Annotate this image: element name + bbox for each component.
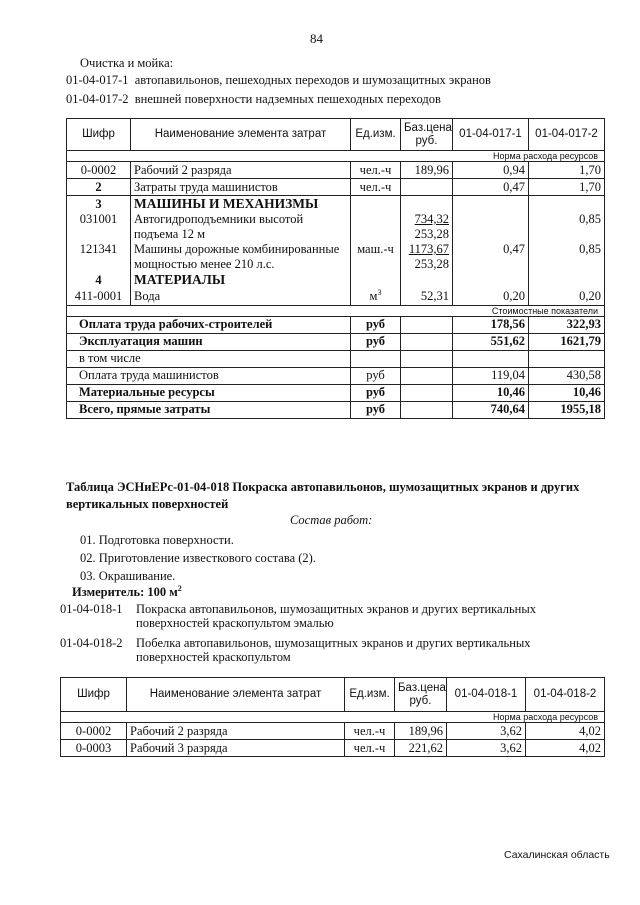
table-header-row xyxy=(67,119,605,151)
table-row xyxy=(61,723,605,740)
item-line: Покраска автопавильонов, шумозащитных экранов и других вертикальных xyxy=(136,602,536,616)
table-row xyxy=(67,179,605,196)
col-header-code: Шифр xyxy=(61,678,127,712)
norm-label: Норма расхода ресурсов xyxy=(67,151,605,162)
item-line: поверхностей краскопультом xyxy=(136,650,291,664)
cost-value-2: 430,58 xyxy=(529,367,605,384)
row-unit: маш.-ч xyxy=(351,242,401,272)
section1-item-2 xyxy=(66,92,441,107)
cost-row xyxy=(67,384,605,401)
row-code: 4 xyxy=(67,272,131,288)
footer-region: Сахалинская область xyxy=(504,849,610,861)
col-header-unit: Ед.изм. xyxy=(351,119,401,151)
col-header-code: Шифр xyxy=(67,119,131,151)
cost-value-1: 551,62 xyxy=(453,333,529,350)
row-value-1: 3,62 xyxy=(447,740,526,757)
row-value-2: 4,02 xyxy=(526,740,605,757)
norm-label: Норма расхода ресурсов xyxy=(61,712,605,723)
cost-row xyxy=(67,350,605,367)
row-value-2: 0,85 xyxy=(529,242,605,272)
row-value-2: 0,20 xyxy=(529,288,605,305)
col-header-price: Баз.цена руб. xyxy=(401,119,453,151)
row-value-2: 1,70 xyxy=(529,179,605,196)
cost-row xyxy=(67,401,605,418)
row-value-1: 3,62 xyxy=(447,723,526,740)
table-header-row xyxy=(61,678,605,712)
item-line: поверхностей краскопультом эмалью xyxy=(136,616,334,630)
row-code: 121341 xyxy=(67,242,131,272)
unit-text: м xyxy=(369,289,378,304)
item-text xyxy=(136,636,531,664)
cost-name: Материальные ресурсы xyxy=(67,384,351,401)
works-item: 02. Приготовление известкового состава (2). xyxy=(80,551,316,565)
row-name-line: подъема 12 м xyxy=(134,227,205,241)
row-price: 189,96 xyxy=(395,723,447,740)
row-code: 3 xyxy=(67,196,131,213)
row-code: 031001 xyxy=(67,212,131,242)
section1-item-1 xyxy=(66,73,491,88)
row-name-line: Машины дорожные комбинированные xyxy=(134,242,340,256)
section1-heading: Очистка и мойка: xyxy=(80,56,174,70)
row-price: 221,62 xyxy=(395,740,447,757)
row-code: 0-0003 xyxy=(61,740,127,757)
row-price-line: 253,28 xyxy=(414,227,449,241)
cost-unit: руб xyxy=(351,401,401,418)
cost-value-1: 740,64 xyxy=(453,401,529,418)
row-price-line: 734,32 xyxy=(414,212,449,226)
resource-table-2 xyxy=(60,677,605,757)
cost-value-2: 1621,79 xyxy=(529,333,605,350)
table-row xyxy=(61,740,605,757)
col-header-018-2: 01-04-018-2 xyxy=(526,678,605,712)
cost-row xyxy=(67,316,605,333)
cost-value-2: 1955,18 xyxy=(529,401,605,418)
row-code: 411-0001 xyxy=(67,288,131,305)
table-row xyxy=(67,212,605,242)
measure xyxy=(72,584,182,600)
section2-item-2 xyxy=(60,636,531,664)
cost-name: Эксплуатация машин xyxy=(67,333,351,350)
table-row xyxy=(67,162,605,179)
col-header-price: Баз.цена руб. xyxy=(395,678,447,712)
title-line: Таблица ЭСНиЕРс-01-04-018 Покраска автопавильонов, шумозащитных экранов и других xyxy=(66,480,580,494)
item-code: 01-04-017-2 xyxy=(66,92,129,106)
row-price-line: 1173,67 xyxy=(408,242,449,256)
section2-item-1 xyxy=(60,602,536,630)
item-text xyxy=(136,602,536,630)
works-heading: Состав работ: xyxy=(290,513,373,527)
cost-value-2: 10,46 xyxy=(529,384,605,401)
cost-name: Оплата труда машинистов xyxy=(67,367,351,384)
col-header-017-2: 01-04-017-2 xyxy=(529,119,605,151)
row-name-line: мощностью менее 210 л.с. xyxy=(134,257,275,271)
row-unit: чел.-ч xyxy=(351,162,401,179)
cost-name: в том числе xyxy=(67,350,351,367)
row-value-2: 1,70 xyxy=(529,162,605,179)
cost-value-1: 178,56 xyxy=(453,316,529,333)
row-value-1: 0,47 xyxy=(453,179,529,196)
row-value-2: 4,02 xyxy=(526,723,605,740)
works-item: 01. Подготовка поверхности. xyxy=(80,533,234,547)
row-name: МАТЕРИАЛЫ xyxy=(131,272,351,288)
table-row xyxy=(67,288,605,305)
col-header-018-1: 01-04-018-1 xyxy=(447,678,526,712)
row-value-2: 0,85 xyxy=(529,212,605,242)
table-row xyxy=(67,272,605,288)
cost-row xyxy=(67,333,605,350)
row-unit: чел.-ч xyxy=(345,723,395,740)
cost-unit: руб xyxy=(351,384,401,401)
cost-unit: руб xyxy=(351,316,401,333)
row-unit: чел.-ч xyxy=(345,740,395,757)
works-list xyxy=(80,531,316,585)
row-value-1: 0,94 xyxy=(453,162,529,179)
cost-value-1: 119,04 xyxy=(453,367,529,384)
row-name-line: Автогидроподъемники высотой xyxy=(134,212,304,226)
item-code: 01-04-017-1 xyxy=(66,73,129,87)
col-header-017-1: 01-04-017-1 xyxy=(453,119,529,151)
row-value-1: 0,20 xyxy=(453,288,529,305)
row-name: Рабочий 2 разряда xyxy=(131,162,351,179)
cost-name: Всего, прямые затраты xyxy=(67,401,351,418)
row-code: 0-0002 xyxy=(61,723,127,740)
works-item: 03. Окрашивание. xyxy=(80,569,176,583)
row-name: Рабочий 3 разряда xyxy=(127,740,345,757)
row-price-line: 253,28 xyxy=(414,257,449,271)
section2-title xyxy=(66,479,606,513)
row-price xyxy=(401,242,453,272)
row-code: 0-0002 xyxy=(67,162,131,179)
row-value-1: 0,47 xyxy=(453,242,529,272)
item-code: 01-04-018-2 xyxy=(60,636,123,650)
item-text: автопавильонов, пешеходных переходов и шумозащитных экранов xyxy=(134,73,491,87)
unit-superscript: 3 xyxy=(377,288,382,298)
cost-unit: руб xyxy=(351,333,401,350)
measure-text: Измеритель: 100 м xyxy=(72,585,178,600)
row-name: Вода xyxy=(131,288,351,305)
item-code: 01-04-018-1 xyxy=(60,602,123,616)
cost-row xyxy=(67,367,605,384)
page-number: 84 xyxy=(310,31,323,46)
row-name xyxy=(131,242,351,272)
row-unit xyxy=(351,288,401,305)
cost-label: Стоимостные показатели xyxy=(67,305,605,316)
cost-unit: руб xyxy=(351,367,401,384)
col-header-unit: Ед.изм. xyxy=(345,678,395,712)
row-code: 2 xyxy=(67,179,131,196)
table-row xyxy=(67,196,605,213)
row-price: 189,96 xyxy=(401,162,453,179)
row-price: 52,31 xyxy=(401,288,453,305)
resource-table-1 xyxy=(66,118,605,419)
row-name: Рабочий 2 разряда xyxy=(127,723,345,740)
title-line: вертикальных поверхностей xyxy=(66,497,229,511)
row-name: Затраты труда машинистов xyxy=(131,179,351,196)
row-price xyxy=(401,212,453,242)
cost-name: Оплата труда рабочих-строителей xyxy=(67,316,351,333)
col-header-name: Наименование элемента затрат xyxy=(127,678,345,712)
row-name xyxy=(131,212,351,242)
cost-value-2: 322,93 xyxy=(529,316,605,333)
row-unit: чел.-ч xyxy=(351,179,401,196)
row-price xyxy=(401,179,453,196)
cost-value-1: 10,46 xyxy=(453,384,529,401)
col-header-name: Наименование элемента затрат xyxy=(131,119,351,151)
item-line: Побелка автопавильонов, шумозащитных экранов и других вертикальных xyxy=(136,636,531,650)
item-text: внешней поверхности надземных пешеходных переходов xyxy=(134,92,441,106)
measure-superscript: 2 xyxy=(177,584,182,593)
table-row xyxy=(67,242,605,272)
row-name: МАШИНЫ И МЕХАНИЗМЫ xyxy=(131,196,351,213)
